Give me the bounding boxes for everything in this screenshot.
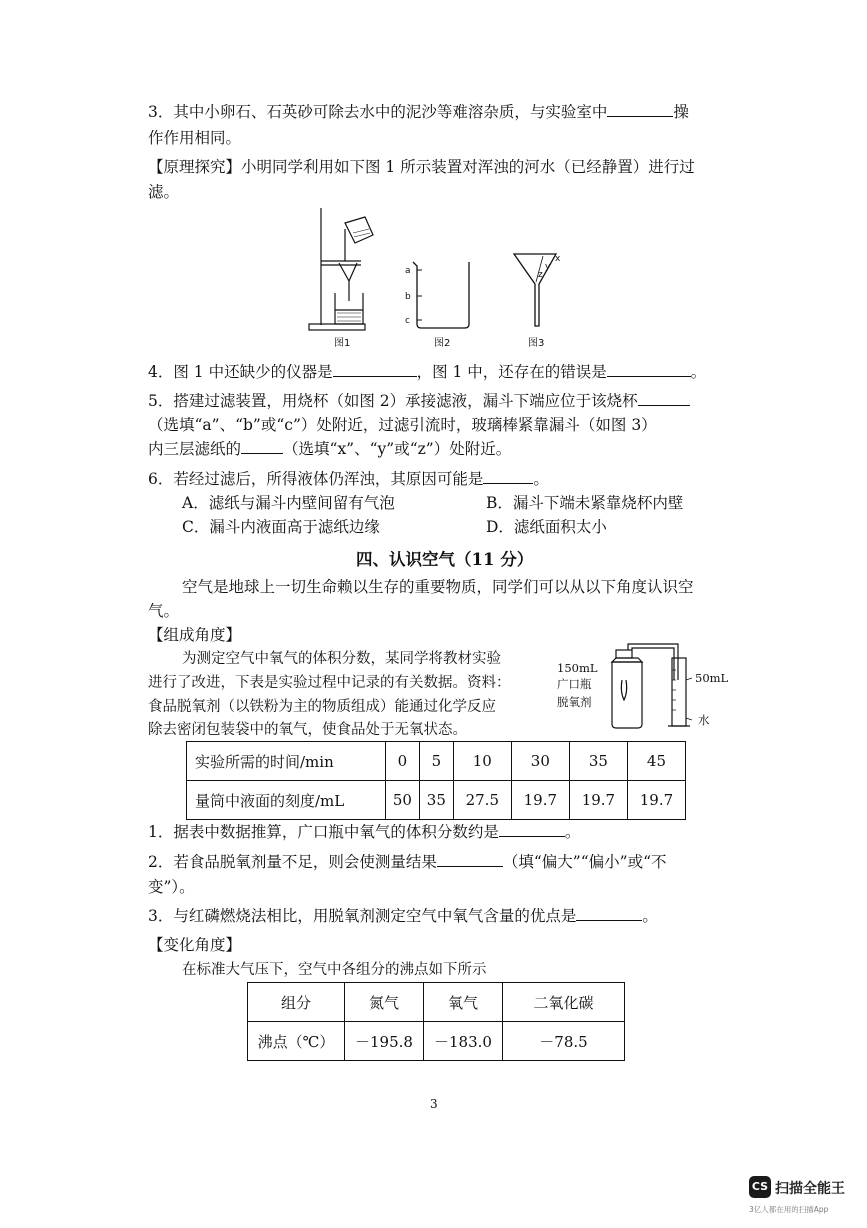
figure-2-caption: 图2 [434,338,451,349]
beaker-label-b: b [405,292,411,302]
composition-para-line3: 食品脱氧剂（以铁粉为主的物质组成）能通过化学反应 [148,699,496,715]
bottle-type-label: 广口瓶 [557,677,592,691]
q3-line2: 作作用相同。 [148,129,242,147]
composition-q2-line2: 变”）。 [148,878,195,896]
section-4-intro-line1: 空气是地球上一切生命赖以生存的重要物质，同学们可以从以下角度认识空 [182,578,694,596]
figure-1-caption: 图1 [334,338,351,349]
bottle-volume-label: 150mL [557,661,598,675]
answer-blank[interactable] [483,469,533,484]
q6-option-d: D．滤纸面积太小 [486,518,607,536]
table-cell: －195.8 [345,1022,424,1061]
water-label: 水 [698,713,710,727]
section-4-title: 四、认识空气（11 分） [356,550,534,569]
beaker-label-c: c [405,316,410,326]
q6-stem: 6．若经过滤后，所得液体仍浑浊，其原因可能是 。 [148,470,549,488]
deoxidizer-label: 脱氧剂 [557,695,592,709]
composition-para-line2: 进行了改进，下表是实验过程中记录的有关数据。资料： [148,675,511,691]
composition-para-line4: 除去密闭包装袋中的氧气，使食品处于无氧状态。 [148,722,467,738]
q6-option-c: C．漏斗内液面高于滤纸边缘 [182,518,380,536]
scanner-watermark [749,1176,861,1222]
funnel-label-x: x [555,254,561,264]
figure-1-filtration-apparatus [305,205,385,335]
table-row [187,781,686,820]
table-cell: 二氧化碳 [503,983,625,1022]
answer-blank[interactable] [333,362,417,377]
table-cell: 5 [419,742,453,781]
principle-line1: 【原理探究】小明同学利用如下图 1 所示装置对浑浊的河水（已经静置）进行过 [148,158,695,176]
section-4-intro-line2: 气。 [148,602,180,620]
q5-line3: 内三层滤纸的 （选填“x”、“y”或“z”）处附近。 [148,440,512,458]
composition-q2-line1: 2．若食品脱氧剂量不足，则会使测量结果 （填“偏大”“偏小”或“不 [148,853,667,871]
table-row [248,1022,625,1061]
change-intro: 在标准大气压下，空气中各组分的沸点如下所示 [182,962,487,978]
funnel-label-y: y [545,262,551,272]
answer-blank[interactable] [607,102,673,117]
scanner-logo-icon: CS [749,1176,771,1198]
q5-line2: （选填“a”、“b”或“c”）处附近，过滤引流时，玻璃棒紧靠漏斗（如图 3） [148,416,657,434]
q4: 4．图 1 中还缺少的仪器是 ，图 1 中，还存在的错误是 。 [148,363,707,381]
answer-blank[interactable] [607,362,691,377]
scanner-app-name: 扫描全能王 [775,1181,845,1197]
composition-q1: 1．据表中数据推算，广口瓶中氧气的体积分数约是 。 [148,823,581,841]
composition-title: 【组成角度】 [148,626,242,644]
cylinder-volume-label: 50mL [695,671,729,685]
table-cell: 35 [419,781,453,820]
table-cell: 19.7 [627,781,685,820]
table-cell: 10 [453,742,511,781]
funnel-label-z: z [538,270,543,280]
figure-3-caption: 图3 [528,338,545,349]
table-cell: 45 [627,742,685,781]
oxygen-data-table [186,741,686,820]
q5-line1: 5．搭建过滤装置，用烧杯（如图 2）承接滤液，漏斗下端应位于该烧杯 [148,391,690,411]
table-cell: 0 [386,742,420,781]
table-cell: 50 [386,781,420,820]
scanner-tagline: 3亿人都在用的扫描App [749,1205,829,1214]
table-cell: 19.7 [511,781,569,820]
table-row [248,983,625,1022]
table-cell: 氧气 [424,983,503,1022]
answer-blank[interactable] [638,391,690,406]
table-row [187,742,686,781]
table-cell: 30 [511,742,569,781]
principle-line2: 滤。 [148,183,180,201]
composition-para-line1: 为测定空气中氧气的体积分数，某同学将教材实验 [182,651,501,667]
table-cell: 氮气 [345,983,424,1022]
table-cell: 组分 [248,983,345,1022]
table-cell: －183.0 [424,1022,503,1061]
figure-2-beaker [405,258,475,330]
answer-blank[interactable] [241,439,283,454]
table-cell: 27.5 [453,781,511,820]
beaker-label-a: a [405,266,411,276]
table-cell: －78.5 [503,1022,625,1061]
oxygen-measurement-apparatus [598,640,698,732]
table-cell: 19.7 [569,781,627,820]
composition-q3: 3．与红磷燃烧法相比，用脱氧剂测定空气中氧气含量的优点是 。 [148,907,658,925]
page-number: 3 [430,1097,438,1111]
answer-blank[interactable] [576,906,642,921]
answer-blank[interactable] [499,822,565,837]
answer-blank[interactable] [437,852,503,867]
q6-option-a: A．滤纸与漏斗内壁间留有气泡 [182,494,395,512]
boiling-point-table [247,982,625,1061]
table-cell: 实验所需的时间/min [187,742,386,781]
q3-line1: 3．其中小卵石、石英砂可除去水中的泥沙等难溶杂质，与实验室中 操 [148,103,689,121]
table-cell: 沸点（℃） [248,1022,345,1061]
q6-option-b: B．漏斗下端未紧靠烧杯内壁 [486,494,684,512]
table-cell: 35 [569,742,627,781]
figure-3-funnel [510,250,560,330]
change-title: 【变化角度】 [148,936,242,954]
table-cell: 量筒中液面的刻度/mL [187,781,386,820]
